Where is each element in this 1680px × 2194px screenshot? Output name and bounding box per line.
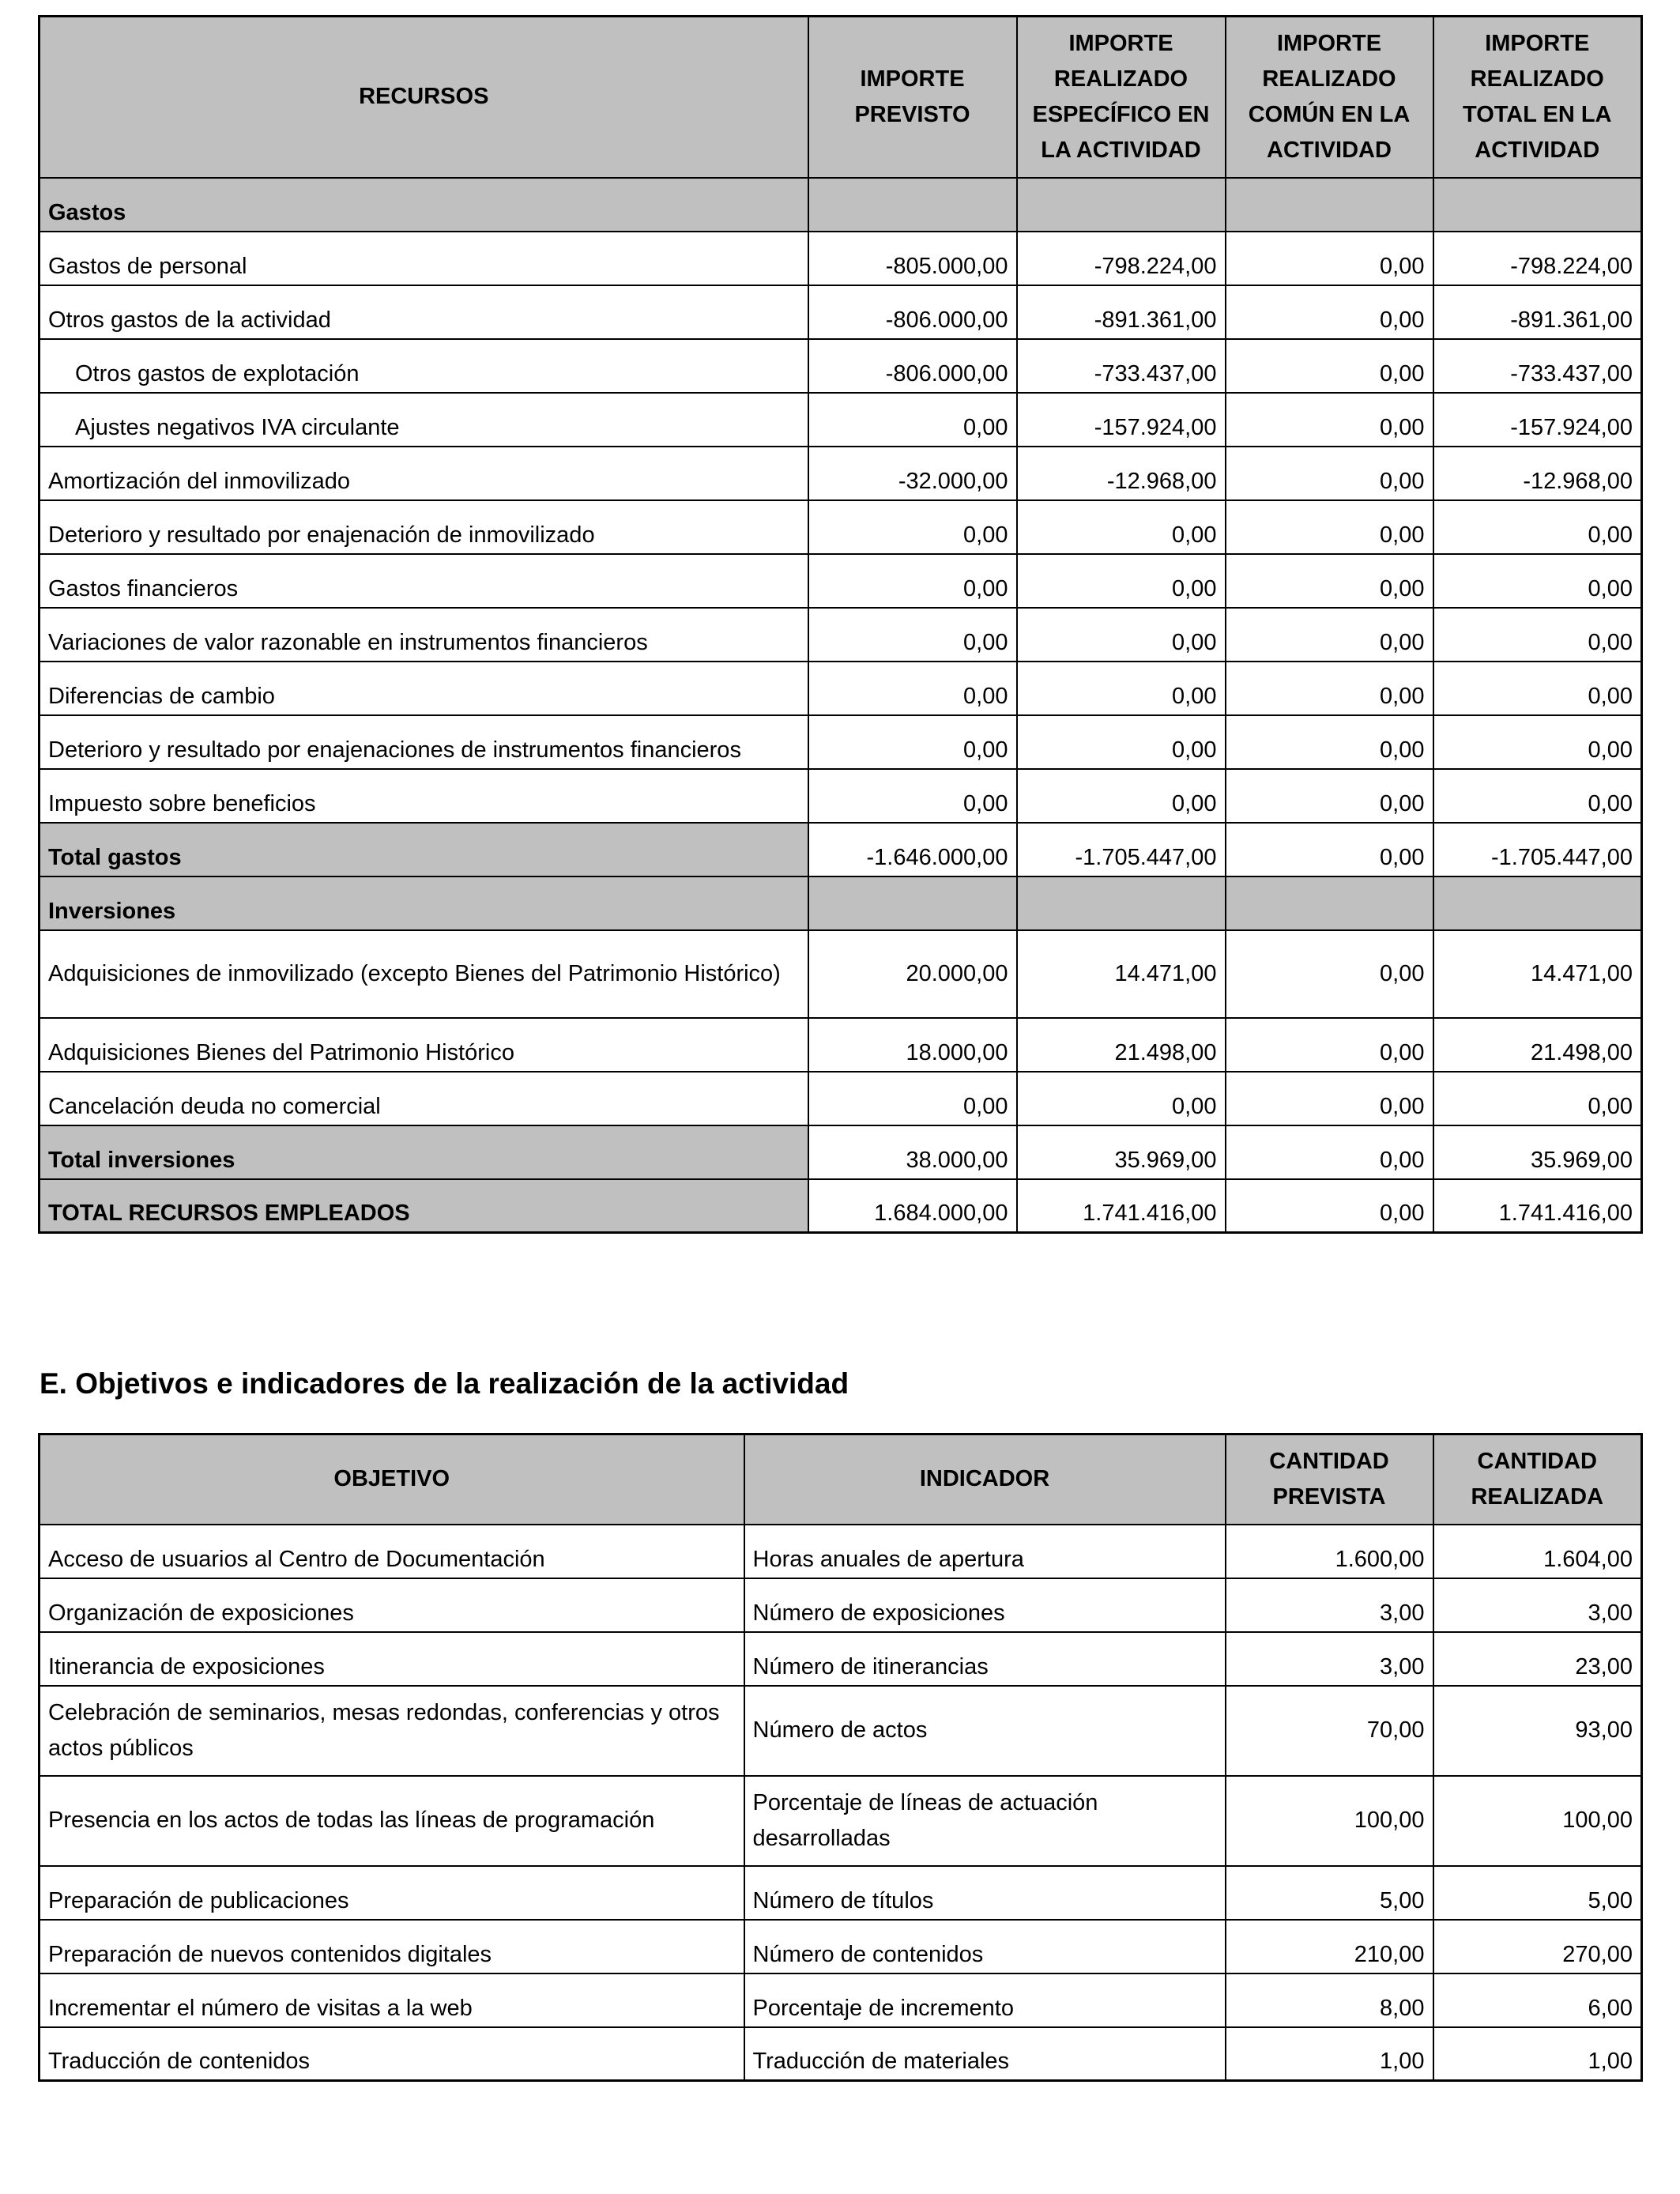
table-row xyxy=(40,232,1642,285)
cell-previsto: 0,00 xyxy=(808,500,1017,554)
table-row xyxy=(40,1632,1642,1686)
cell-total: -733.437,00 xyxy=(1433,339,1642,393)
cell-comun: 0,00 xyxy=(1226,1018,1433,1072)
table-row xyxy=(40,393,1642,447)
cell-especifico: -1.705.447,00 xyxy=(1017,823,1226,876)
cell-especifico: 0,00 xyxy=(1017,662,1226,715)
cell-indicador: Número de itinerancias xyxy=(744,1632,1226,1686)
table-row xyxy=(40,1973,1642,2027)
cell-total: 0,00 xyxy=(1433,715,1642,769)
cell-previsto: 0,00 xyxy=(808,715,1017,769)
cell-objetivo: Preparación de publicaciones xyxy=(40,1866,744,1920)
cell-objetivo: Celebración de seminarios, mesas redondas, conferencias y otros actos públicos xyxy=(40,1686,744,1776)
cell-indicador: Porcentaje de líneas de actuación desarrolladas xyxy=(744,1776,1226,1866)
cell-indicador: Número de actos xyxy=(744,1686,1226,1776)
cell-realizada: 3,00 xyxy=(1433,1578,1642,1632)
cell-previsto: 0,00 xyxy=(808,769,1017,823)
objetivos-table xyxy=(38,1433,1643,2082)
cell-comun: 0,00 xyxy=(1226,554,1433,608)
cell-total: 0,00 xyxy=(1433,769,1642,823)
cell-total: 0,00 xyxy=(1433,500,1642,554)
table-row xyxy=(40,1920,1642,1973)
cell-especifico: 1.741.416,00 xyxy=(1017,1179,1226,1233)
cell-comun: 0,00 xyxy=(1226,715,1433,769)
cell-realizada: 5,00 xyxy=(1433,1866,1642,1920)
cell-especifico: 0,00 xyxy=(1017,769,1226,823)
cell-especifico: 0,00 xyxy=(1017,608,1226,662)
row-label: Deterioro y resultado por enajenaciones de instrumentos financieros xyxy=(40,715,808,769)
cell-comun: 0,00 xyxy=(1226,339,1433,393)
gastos-section-label: Gastos xyxy=(40,178,808,232)
cell-comun: 0,00 xyxy=(1226,285,1433,339)
row-label: Adquisiciones de inmovilizado (excepto Bienes del Patrimonio Histórico) xyxy=(40,930,808,1018)
cell-especifico: -157.924,00 xyxy=(1017,393,1226,447)
cell-comun: 0,00 xyxy=(1226,1125,1433,1179)
objetivos-header-row xyxy=(40,1434,1642,1525)
cell-prevista: 8,00 xyxy=(1226,1973,1433,2027)
empty-cell xyxy=(1433,178,1642,232)
row-label: Otros gastos de explotación xyxy=(40,339,808,393)
row-label: Adquisiciones Bienes del Patrimonio Histórico xyxy=(40,1018,808,1072)
empty-cell xyxy=(1226,178,1433,232)
cell-prevista: 210,00 xyxy=(1226,1920,1433,1973)
cell-total: 0,00 xyxy=(1433,608,1642,662)
empty-cell xyxy=(1226,876,1433,930)
empty-cell xyxy=(1017,178,1226,232)
cell-prevista: 5,00 xyxy=(1226,1866,1433,1920)
cell-comun: 0,00 xyxy=(1226,500,1433,554)
table-row xyxy=(40,1072,1642,1125)
cell-comun: 0,00 xyxy=(1226,930,1433,1018)
cell-comun: 0,00 xyxy=(1226,447,1433,500)
cell-realizada: 93,00 xyxy=(1433,1686,1642,1776)
table-row xyxy=(40,500,1642,554)
cell-especifico: 35.969,00 xyxy=(1017,1125,1226,1179)
cell-total: -157.924,00 xyxy=(1433,393,1642,447)
cell-especifico: -12.968,00 xyxy=(1017,447,1226,500)
row-label: Variaciones de valor razonable en instrumentos financieros xyxy=(40,608,808,662)
table-row xyxy=(40,769,1642,823)
empty-cell xyxy=(1017,876,1226,930)
gastos-section-row xyxy=(40,178,1642,232)
recursos-table xyxy=(38,15,1643,1234)
cell-comun: 0,00 xyxy=(1226,608,1433,662)
cell-especifico: -798.224,00 xyxy=(1017,232,1226,285)
cell-especifico: 0,00 xyxy=(1017,1072,1226,1125)
cell-total: -12.968,00 xyxy=(1433,447,1642,500)
cell-prevista: 3,00 xyxy=(1226,1632,1433,1686)
cell-especifico: 0,00 xyxy=(1017,554,1226,608)
header-indicador: INDICADOR xyxy=(744,1434,1226,1525)
recursos-header-row xyxy=(40,17,1642,178)
table-row xyxy=(40,715,1642,769)
cell-total: 0,00 xyxy=(1433,662,1642,715)
cell-prevista: 1,00 xyxy=(1226,2027,1433,2081)
cell-prevista: 3,00 xyxy=(1226,1578,1433,1632)
table-row xyxy=(40,339,1642,393)
cell-previsto: 20.000,00 xyxy=(808,930,1017,1018)
table-row xyxy=(40,2027,1642,2081)
cell-especifico: -891.361,00 xyxy=(1017,285,1226,339)
cell-total: 35.969,00 xyxy=(1433,1125,1642,1179)
table-row xyxy=(40,608,1642,662)
cell-comun: 0,00 xyxy=(1226,769,1433,823)
cell-indicador: Horas anuales de apertura xyxy=(744,1525,1226,1578)
cell-comun: 0,00 xyxy=(1226,823,1433,876)
cell-objetivo: Acceso de usuarios al Centro de Documentación xyxy=(40,1525,744,1578)
cell-indicador: Número de exposiciones xyxy=(744,1578,1226,1632)
row-label: Otros gastos de la actividad xyxy=(40,285,808,339)
cell-especifico: -733.437,00 xyxy=(1017,339,1226,393)
cell-previsto: -806.000,00 xyxy=(808,339,1017,393)
cell-realizada: 100,00 xyxy=(1433,1776,1642,1866)
cell-total: 21.498,00 xyxy=(1433,1018,1642,1072)
row-label: Gastos de personal xyxy=(40,232,808,285)
row-label: Amortización del inmovilizado xyxy=(40,447,808,500)
empty-cell xyxy=(808,178,1017,232)
cell-realizada: 1.604,00 xyxy=(1433,1525,1642,1578)
table-row xyxy=(40,1776,1642,1866)
cell-previsto: 0,00 xyxy=(808,554,1017,608)
cell-total: 14.471,00 xyxy=(1433,930,1642,1018)
cell-objetivo: Incrementar el número de visitas a la web xyxy=(40,1973,744,2027)
total-inversiones-label: Total inversiones xyxy=(40,1125,808,1179)
table-row xyxy=(40,1018,1642,1072)
header-importe-comun: IMPORTE REALIZADO COMÚN EN LA ACTIVIDAD xyxy=(1226,17,1433,178)
cell-realizada: 270,00 xyxy=(1433,1920,1642,1973)
row-label: Gastos financieros xyxy=(40,554,808,608)
cell-previsto: 0,00 xyxy=(808,608,1017,662)
cell-comun: 0,00 xyxy=(1226,393,1433,447)
cell-indicador: Número de contenidos xyxy=(744,1920,1226,1973)
header-objetivo: OBJETIVO xyxy=(40,1434,744,1525)
table-row xyxy=(40,1866,1642,1920)
table-row xyxy=(40,1578,1642,1632)
section-e-title: E. Objetivos e indicadores de la realización de la actividad xyxy=(40,1367,849,1400)
cell-indicador: Porcentaje de incremento xyxy=(744,1973,1226,2027)
cell-previsto: -1.646.000,00 xyxy=(808,823,1017,876)
inversiones-section-row xyxy=(40,876,1642,930)
table-row xyxy=(40,1686,1642,1776)
header-importe-previsto: IMPORTE PREVISTO xyxy=(808,17,1017,178)
cell-especifico: 0,00 xyxy=(1017,500,1226,554)
cell-total: 0,00 xyxy=(1433,554,1642,608)
table-row xyxy=(40,447,1642,500)
row-label: Diferencias de cambio xyxy=(40,662,808,715)
table-row xyxy=(40,285,1642,339)
cell-total: -891.361,00 xyxy=(1433,285,1642,339)
header-recursos: RECURSOS xyxy=(40,17,808,178)
cell-indicador: Traducción de materiales xyxy=(744,2027,1226,2081)
cell-total: -798.224,00 xyxy=(1433,232,1642,285)
table-row xyxy=(40,554,1642,608)
total-recursos-row xyxy=(40,1179,1642,1233)
cell-realizada: 1,00 xyxy=(1433,2027,1642,2081)
cell-objetivo: Itinerancia de exposiciones xyxy=(40,1632,744,1686)
header-cantidad-realizada: CANTIDAD REALIZADA xyxy=(1433,1434,1642,1525)
header-importe-especifico: IMPORTE REALIZADO ESPECÍFICO EN LA ACTIVIDAD xyxy=(1017,17,1226,178)
cell-especifico: 21.498,00 xyxy=(1017,1018,1226,1072)
cell-indicador: Número de títulos xyxy=(744,1866,1226,1920)
cell-previsto: 18.000,00 xyxy=(808,1018,1017,1072)
cell-previsto: 0,00 xyxy=(808,393,1017,447)
cell-objetivo: Presencia en los actos de todas las líneas de programación xyxy=(40,1776,744,1866)
cell-previsto: 1.684.000,00 xyxy=(808,1179,1017,1233)
cell-objetivo: Traducción de contenidos xyxy=(40,2027,744,2081)
cell-prevista: 1.600,00 xyxy=(1226,1525,1433,1578)
cell-realizada: 6,00 xyxy=(1433,1973,1642,2027)
cell-objetivo: Preparación de nuevos contenidos digitales xyxy=(40,1920,744,1973)
cell-prevista: 100,00 xyxy=(1226,1776,1433,1866)
cell-previsto: -805.000,00 xyxy=(808,232,1017,285)
total-inversiones-row xyxy=(40,1125,1642,1179)
empty-cell xyxy=(1433,876,1642,930)
cell-total: 1.741.416,00 xyxy=(1433,1179,1642,1233)
cell-comun: 0,00 xyxy=(1226,232,1433,285)
cell-especifico: 14.471,00 xyxy=(1017,930,1226,1018)
cell-previsto: -32.000,00 xyxy=(808,447,1017,500)
cell-previsto: 38.000,00 xyxy=(808,1125,1017,1179)
row-label: Deterioro y resultado por enajenación de inmovilizado xyxy=(40,500,808,554)
header-importe-total: IMPORTE REALIZADO TOTAL EN LA ACTIVIDAD xyxy=(1433,17,1642,178)
header-cantidad-prevista: CANTIDAD PREVISTA xyxy=(1226,1434,1433,1525)
cell-previsto: 0,00 xyxy=(808,1072,1017,1125)
cell-total: -1.705.447,00 xyxy=(1433,823,1642,876)
cell-comun: 0,00 xyxy=(1226,1179,1433,1233)
row-label: Impuesto sobre beneficios xyxy=(40,769,808,823)
total-recursos-label: TOTAL RECURSOS EMPLEADOS xyxy=(40,1179,808,1233)
total-gastos-row xyxy=(40,823,1642,876)
cell-comun: 0,00 xyxy=(1226,1072,1433,1125)
table-row xyxy=(40,1525,1642,1578)
cell-previsto: 0,00 xyxy=(808,662,1017,715)
cell-previsto: -806.000,00 xyxy=(808,285,1017,339)
empty-cell xyxy=(808,876,1017,930)
cell-realizada: 23,00 xyxy=(1433,1632,1642,1686)
table-row xyxy=(40,662,1642,715)
cell-comun: 0,00 xyxy=(1226,662,1433,715)
inversiones-section-label: Inversiones xyxy=(40,876,808,930)
cell-objetivo: Organización de exposiciones xyxy=(40,1578,744,1632)
row-label: Cancelación deuda no comercial xyxy=(40,1072,808,1125)
cell-total: 0,00 xyxy=(1433,1072,1642,1125)
total-gastos-label: Total gastos xyxy=(40,823,808,876)
table-row xyxy=(40,930,1642,1018)
cell-especifico: 0,00 xyxy=(1017,715,1226,769)
cell-prevista: 70,00 xyxy=(1226,1686,1433,1776)
row-label: Ajustes negativos IVA circulante xyxy=(40,393,808,447)
